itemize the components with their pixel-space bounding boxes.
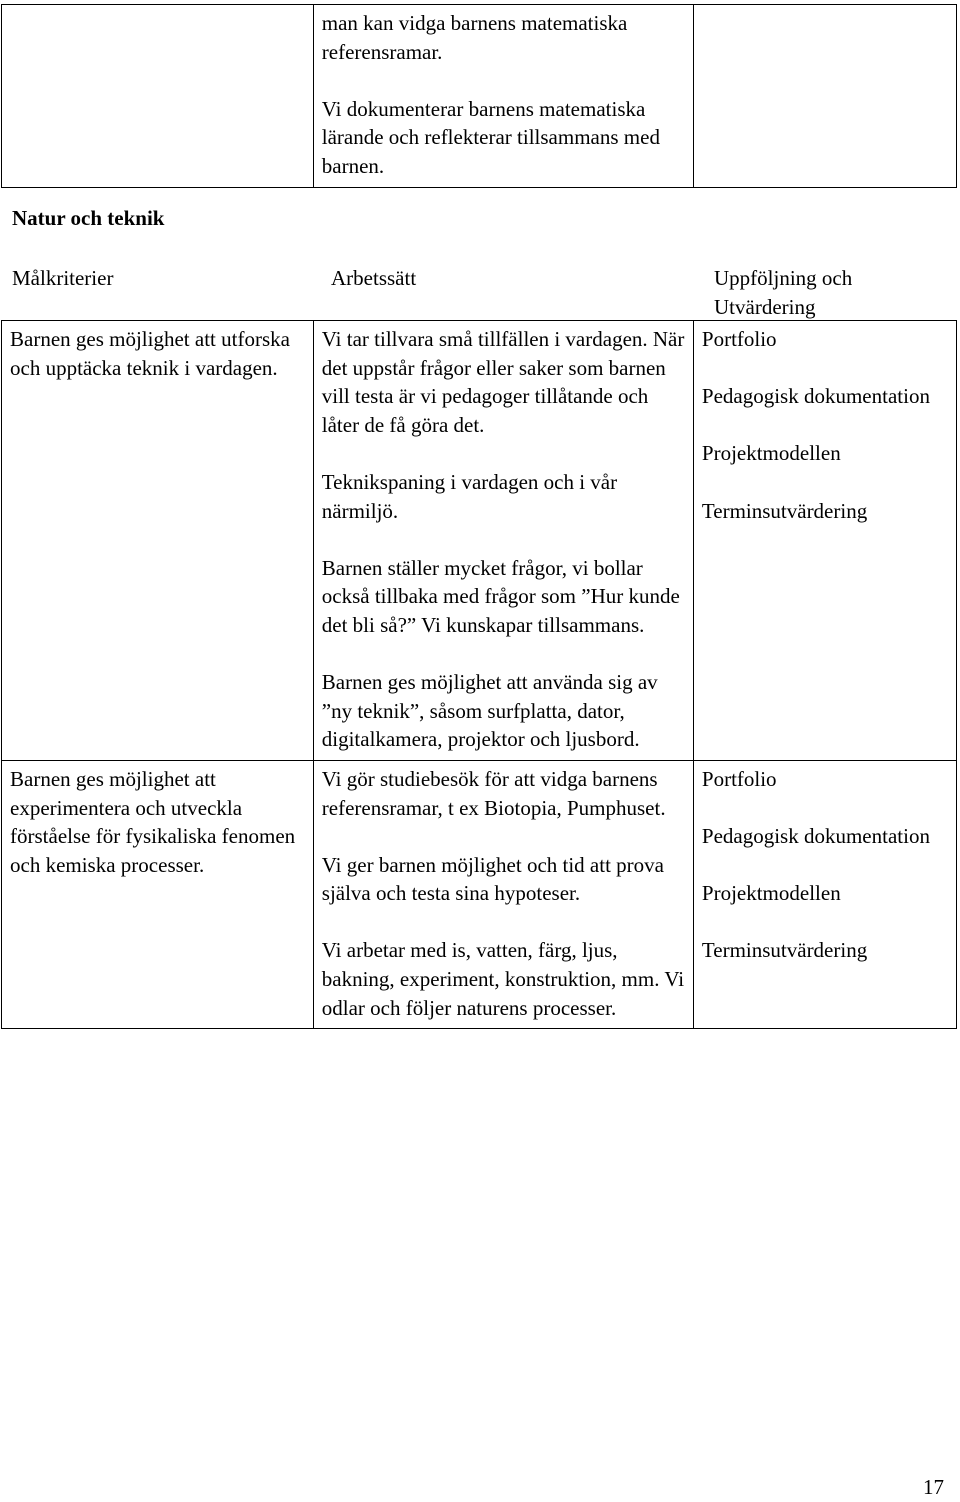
paragraph: man kan vidga barnens matematiska referensramar. xyxy=(321,11,628,64)
previous-section-table xyxy=(1,4,957,188)
paragraph: Barnen ges möjlighet att använda sig av ”ny teknik”, såsom surfplatta, dator, digitalkamera, projektor och ljusbord. xyxy=(321,670,658,752)
table-cell-evaluation xyxy=(693,5,956,188)
table-cell-methods xyxy=(313,5,693,188)
paragraph: Portfolio xyxy=(701,327,777,351)
table-row xyxy=(2,321,957,761)
nature-technology-table xyxy=(1,320,957,1029)
table-row xyxy=(2,760,957,1028)
paragraph: Projektmodellen xyxy=(701,441,841,466)
table-row xyxy=(2,5,957,188)
paragraph: Portfolio xyxy=(701,766,777,791)
paragraph: Vi tar tillvara små tillfällen i vardagen. När det uppstår frågor eller saker som barnen vill testa är vi pedagoger tillåtande och låter de få göra det. xyxy=(321,327,685,437)
table-cell-criteria xyxy=(2,5,314,188)
paragraph: Pedagogisk dokumentation xyxy=(701,824,930,849)
page-number: 17 xyxy=(923,1475,944,1499)
paragraph: Projektmodellen xyxy=(701,881,841,906)
paragraph: Vi ger barnen möjlighet och tid att prova själva och testa sina hypoteser. xyxy=(321,852,664,906)
table-cell-methods xyxy=(313,321,693,761)
column-header-criteria: Målkriterier xyxy=(12,266,114,290)
paragraph: Terminsutvärdering xyxy=(701,498,868,523)
paragraph: Teknikspaning i vardagen och i vår närmiljö. xyxy=(321,469,618,523)
table-cell-criteria xyxy=(2,760,314,1028)
paragraph: Barnen ges möjlighet att experimentera och utveckla förståelse för fysikaliska fenomen och kemiska processer. xyxy=(10,766,296,877)
column-header-evaluation: Uppföljning och Utvärdering xyxy=(714,266,853,319)
paragraph: Vi arbetar med is, vatten, färg, ljus, bakning, experiment, konstruktion, mm. Vi odlar och följer naturens processer. xyxy=(321,938,685,1020)
paragraph: Barnen ges möjlighet att utforska och upptäcka teknik i vardagen. xyxy=(10,327,290,380)
section-title: Natur och teknik xyxy=(12,206,165,230)
column-header-methods: Arbetssätt xyxy=(331,266,417,290)
paragraph: Barnen ställer mycket frågor, vi bollar också tillbaka med frågor som ”Hur kunde det bli så?” Vi kunskapar tillsammans. xyxy=(321,555,680,637)
table-cell-criteria xyxy=(2,321,314,761)
paragraph: Terminsutvärdering xyxy=(701,938,868,963)
paragraph: Vi dokumenterar barnens matematiska lärande och reflekterar tillsammans med barnen. xyxy=(321,96,660,178)
table-cell-evaluation xyxy=(693,321,956,761)
table-cell-evaluation xyxy=(693,760,956,1028)
table-cell-methods xyxy=(313,760,693,1028)
paragraph: Vi gör studiebesök för att vidga barnens referensramar, t ex Biotopia, Pumphuset. xyxy=(321,766,666,820)
paragraph: Pedagogisk dokumentation xyxy=(701,384,930,409)
